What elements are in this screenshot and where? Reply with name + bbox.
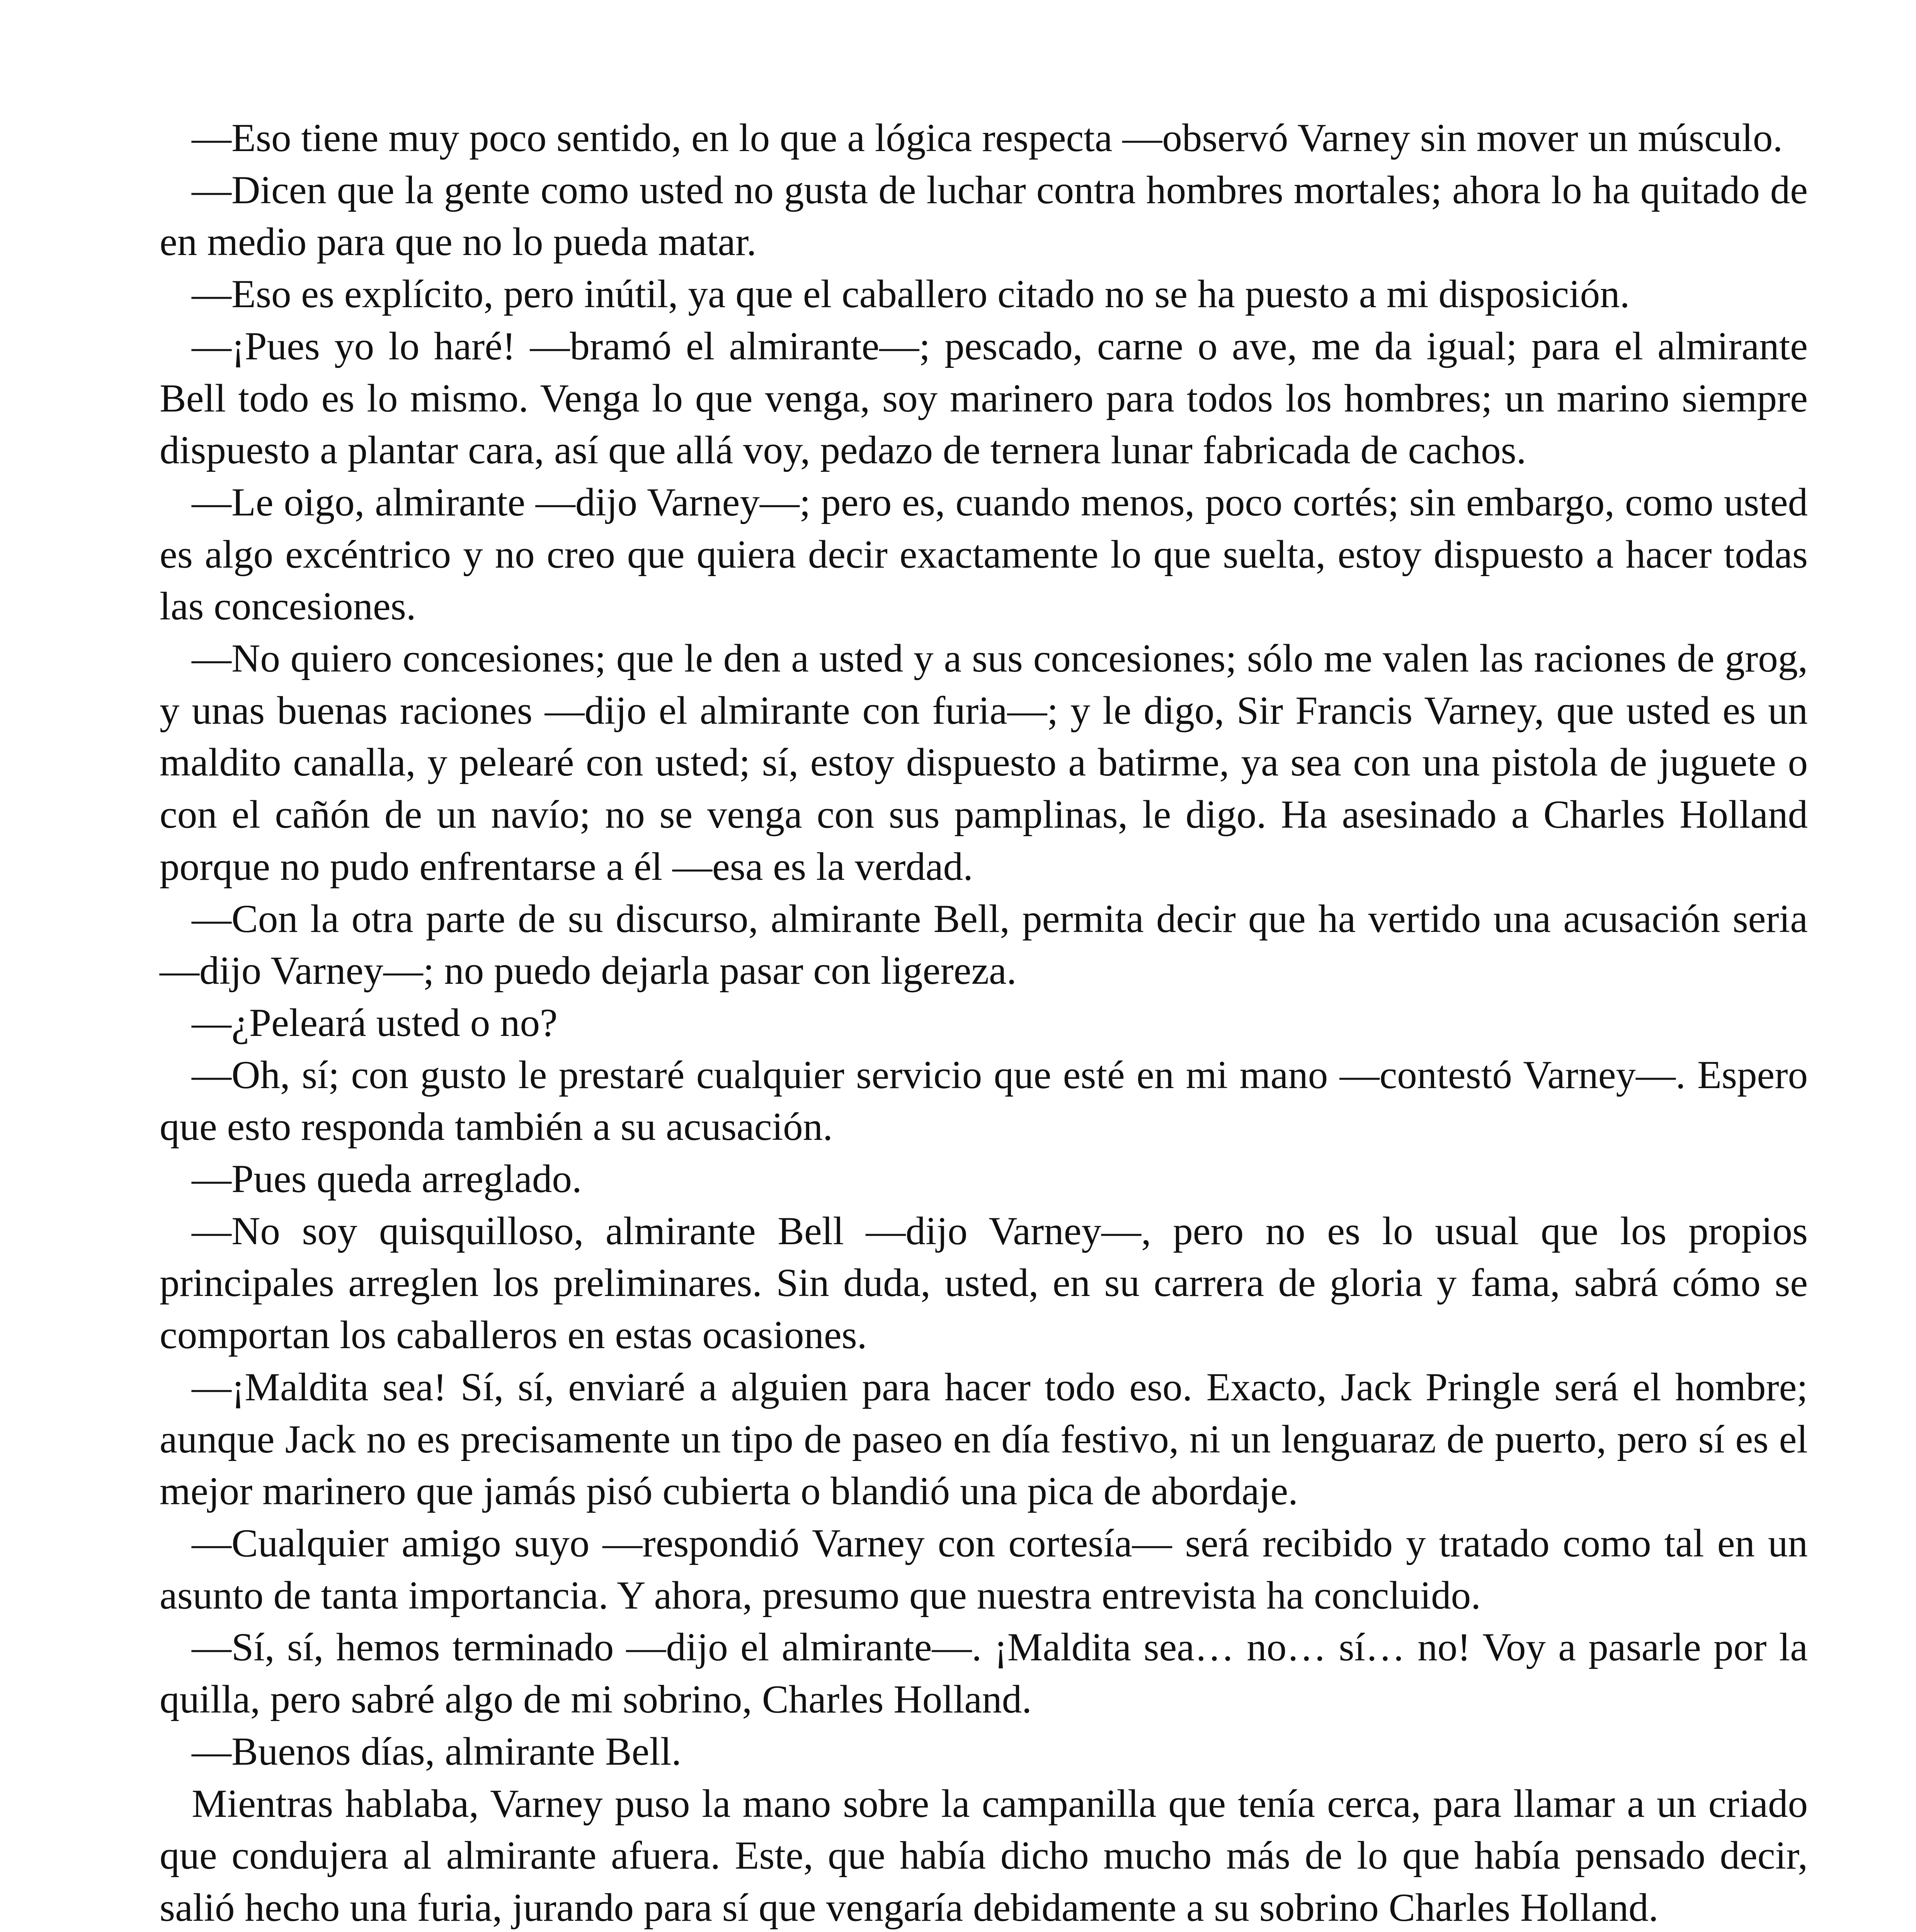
paragraph-15: —Buenos días, almirante Bell. <box>192 1729 682 1774</box>
paragraph-2: —Dicen que la gente como usted no gusta de luchar contra hombres mortales; ahora lo ha quitado de en medio para que no lo pueda matar. <box>160 168 1808 264</box>
paragraph-4: —¡Pues yo lo haré! —bramó el almirante—; pescado, carne o ave, me da igual; para el almirante Bell todo es lo mismo. Venga lo que venga, soy marinero para todos los hombres; un marino siempre dispuesto a plantar cara, así que allá voy, pedazo de ternera lunar fabricada de cachos. <box>160 324 1808 473</box>
paragraph-13: —Cualquier amigo suyo —respondió Varney con cortesía— será recibido y tratado como tal en un asunto de tanta importancia. Y ahora, presumo que nuestra entrevista ha concluido. <box>160 1521 1808 1617</box>
paragraph-11: —No soy quisquilloso, almirante Bell —dijo Varney—, pero no es lo usual que los propios principales arreglen los preliminares. Sin duda, usted, en su carrera de gloria y fama, sabrá cómo se comportan los caballeros en estas ocasiones. <box>160 1209 1808 1357</box>
paragraph-14: —Sí, sí, hemos terminado —dijo el almirante—. ¡Maldita sea… no… sí… no! Voy a pasarle por la quilla, pero sabré algo de mi sobrino, Charles Holland. <box>160 1625 1808 1722</box>
paragraph-8: —¿Peleará usted o no? <box>192 1000 558 1045</box>
paragraph-3: —Eso es explícito, pero inútil, ya que el caballero citado no se ha puesto a mi disposición. <box>192 272 1630 316</box>
paragraph-16: Mientras hablaba, Varney puso la mano sobre la campanilla que tenía cerca, para llamar a un criado que condujera al almirante afuera. Este, que había dicho mucho más de lo que había pensado decir, salió hecho una furia, jurando para sí que vengaría debidamente a su sobrino Charles Holland. <box>160 1781 1808 1930</box>
paragraph-5: —Le oigo, almirante —dijo Varney—; pero es, cuando menos, poco cortés; sin embargo, como usted es algo excéntrico y no creo que quiera decir exactamente lo que suelta, estoy dispuesto a hacer todas las concesiones. <box>160 480 1808 629</box>
paragraph-6: —No quiero concesiones; que le den a usted y a sus concesiones; sólo me valen las raciones de grog, y unas buenas raciones —dijo el almirante con furia—; y le digo, Sir Francis Varney, que usted es un maldito canalla, y pelearé con usted; sí, estoy dispuesto a batirme, ya sea con una pistola de juguete o con el cañón de un navío; no se venga con sus pamplinas, le digo. Ha asesinado a Charles Holland porque no pudo enfrentarse a él —esa es la verdad. <box>160 636 1808 889</box>
paragraph-7: —Con la otra parte de su discurso, almirante Bell, permita decir que ha vertido una acusación seria —dijo Varney—; no puedo dejarla pasar con ligereza. <box>160 896 1808 993</box>
paragraph-10: —Pues queda arreglado. <box>192 1157 582 1201</box>
body-text <box>160 112 1808 1932</box>
paragraph-9: —Oh, sí; con gusto le prestaré cualquier servicio que esté en mi mano —contestó Varney—. Espero que esto responda también a su acusación. <box>160 1053 1808 1149</box>
paragraph-12: —¡Maldita sea! Sí, sí, enviaré a alguien para hacer todo eso. Exacto, Jack Pringle será el hombre; aunque Jack no es precisamente un tipo de paseo en día festivo, ni un lenguaraz de puerto, pero sí es el mejor marinero que jamás pisó cubierta o blandió una pica de abordaje. <box>160 1365 1808 1514</box>
paragraph-1: —Eso tiene muy poco sentido, en lo que a lógica respecta —observó Varney sin mover un músculo. <box>192 116 1783 160</box>
